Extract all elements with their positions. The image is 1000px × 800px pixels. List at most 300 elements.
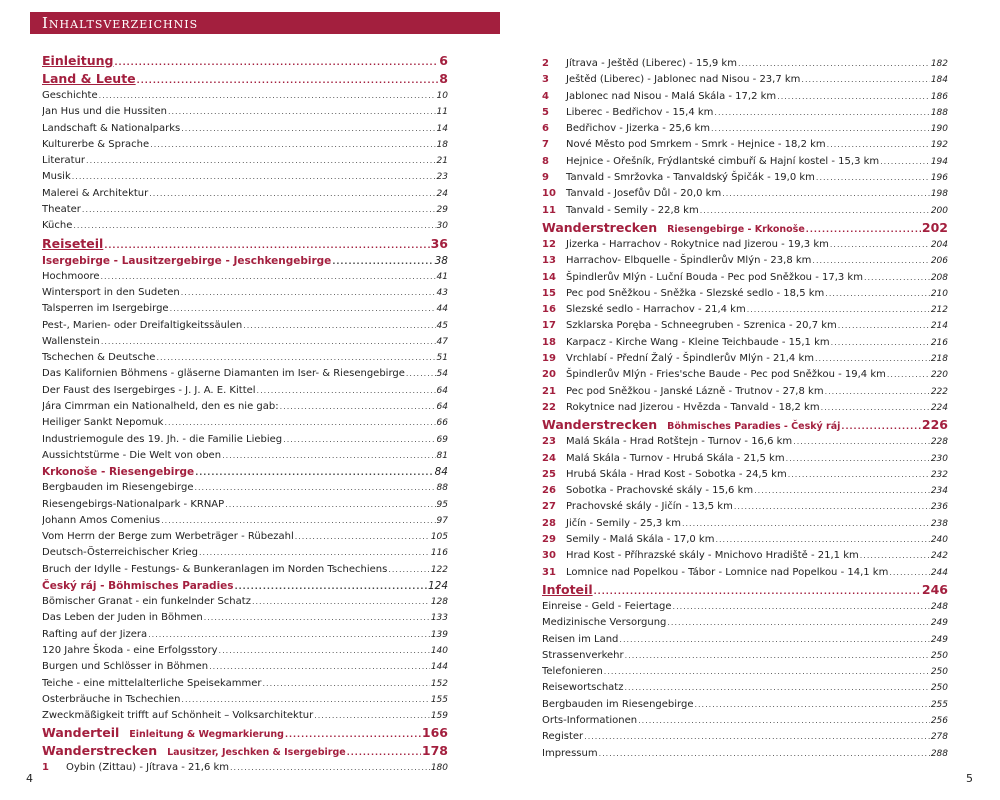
toc-entry[interactable] [542,121,948,137]
toc-entry-text: Semily - Malá Skála - 17,0 km [566,534,715,546]
toc-entry[interactable] [542,89,948,105]
toc-entry[interactable] [42,448,448,464]
toc-leader-dots [101,334,436,350]
toc-entry-text: Oybin (Zittau) - Jítrava - 21,6 km [66,762,230,774]
toc-route-number: 1 [42,762,49,774]
toc-page-number: 249 [930,634,948,645]
toc-entry-text: Osterbräuche in Tschechien [42,693,181,705]
toc-entry-title [542,697,693,713]
toc-page-number: 278 [930,732,948,743]
toc-entry-text: Wanderstrecken [42,743,158,759]
toc-entry[interactable] [542,351,948,367]
toc-entry[interactable] [542,599,948,615]
toc-page-number: 97 [436,515,448,526]
toc-entry[interactable] [42,497,448,513]
toc-entry-text: Pec pod Sněžkou - Sněžka - Slezské sedlo - 18,5 km [566,287,825,299]
toc-route-number: 6 [542,123,549,135]
toc-entry[interactable] [542,697,948,713]
toc-page-number: 38 [434,254,448,267]
toc-leader-dots [230,760,430,776]
toc-page-number: 122 [430,564,448,575]
toc-section-subtitle: Riesengebirge - Krkonoše [667,223,805,235]
toc-entry[interactable] [542,105,948,121]
toc-leader-dots [161,513,435,529]
toc-entry[interactable] [542,516,948,532]
toc-section[interactable] [42,578,448,594]
toc-entry[interactable] [42,202,448,218]
toc-entry[interactable] [542,615,948,631]
toc-entry[interactable] [542,137,948,153]
toc-entry[interactable] [542,367,948,383]
toc-leader-dots [860,548,930,564]
toc-entry-text: Bruch der Idylle - Festungs- & Bunkeranlagen im Norden Tschechiens [42,563,388,575]
toc-entry-text: Hrubá Skála - Hrad Kost - Sobotka - 24,5 km [566,468,787,480]
toc-entry[interactable] [42,562,448,578]
toc-entry-title [542,516,681,532]
toc-entry-text: Hejnice - Ořešník, Frýdlantské cimbuří & Hajní kostel - 15,3 km [566,155,880,167]
toc-page-number: 21 [436,156,448,167]
toc-entry-text: Infoteil [542,581,593,597]
toc-route-number: 3 [542,74,549,86]
toc-entry-title [542,105,713,121]
toc-page-number: 186 [930,91,948,102]
toc-route-number: 8 [542,155,549,167]
toc-route-number: 9 [542,172,549,184]
toc-leader-dots [149,186,435,202]
toc-entry-title [542,746,598,762]
toc-entry[interactable] [42,218,448,234]
toc-entry-title [542,170,815,186]
toc-entry-text: Aussichtstürme - Die Welt von oben [42,449,222,461]
toc-route-number: 2 [542,58,549,69]
toc-page-number: 105 [430,532,448,543]
toc-entry[interactable] [42,708,448,724]
toc-entry[interactable] [542,72,948,88]
toc-route-number: 13 [542,255,556,267]
toc-leader-dots [101,269,436,285]
toc-route-number: 4 [542,90,549,102]
toc-entry[interactable] [542,56,948,72]
toc-leader-dots [252,594,430,610]
toc-leader-dots [777,89,930,105]
toc-entry-title [542,253,811,269]
toc-leader-dots [222,448,435,464]
toc-leader-dots [209,659,430,675]
toc-leader-dots [225,497,435,513]
toc-entry-text: Pec pod Sněžkou - Janské Lázně - Trutnov - 27,8 km [566,385,824,397]
toc-leader-dots [864,270,930,286]
toc-route-number: 21 [542,385,556,397]
toc-entry-text: Nové Město pod Smrkem - Smrk - Hejnice - 18,2 km [566,139,826,151]
toc-entry-text: Jizerka - Harrachov - Rokytnice nad Jizerou - 19,3 km [566,238,829,250]
toc-entry-title [542,367,886,383]
toc-entry[interactable] [42,366,448,382]
toc-entry-title [42,153,85,169]
toc-leader-dots [181,121,435,137]
toc-entry[interactable] [42,269,448,285]
toc-entry[interactable] [42,594,448,610]
toc-page-number: 206 [930,256,948,267]
toc-entry[interactable] [42,692,448,708]
toc-leader-dots [584,729,930,745]
toc-entry[interactable] [42,104,448,120]
toc-entry-text: Der Faust des Isergebirges - J. J. A. E. Kittel [42,384,256,396]
toc-page-number: 250 [930,683,948,694]
toc-entry-title [542,302,746,318]
toc-page-number: 250 [930,650,948,661]
toc-section[interactable] [542,581,948,599]
toc-entry-text: Das Leben der Juden in Böhmen [42,612,203,624]
toc-page-number: 234 [930,486,948,497]
toc-entry[interactable] [42,610,448,626]
toc-entry[interactable] [542,467,948,483]
toc-entry[interactable] [42,350,448,366]
toc-section[interactable] [542,219,948,237]
toc-entry-title [542,154,879,170]
toc-entry[interactable] [42,153,448,169]
toc-entry[interactable] [42,760,448,776]
toc-entry[interactable] [542,532,948,548]
toc-leader-dots [332,254,433,269]
toc-entry[interactable] [42,301,448,317]
toc-page-number: 288 [930,748,948,759]
toc-section[interactable] [42,464,448,480]
toc-entry-text: Musik [42,171,71,183]
toc-entry[interactable] [542,451,948,467]
toc-entry[interactable] [542,434,948,450]
toc-leader-dots [86,153,436,169]
toc-entry-title [42,610,203,626]
toc-leader-dots [388,562,429,578]
toc-entry-text: Tanvald - Smržovka - Tanvaldský Špičák - 19,0 km [566,172,815,184]
toc-entry[interactable] [42,643,448,659]
toc-entry-title [542,270,863,286]
toc-page-number: 133 [430,613,448,624]
toc-entry-title [542,565,888,581]
toc-entry-text: Tschechen & Deutsche [42,352,156,364]
toc-route-number: 26 [542,485,556,497]
toc-page-number: 242 [930,551,948,562]
toc-entry[interactable] [42,415,448,431]
toc-route-number: 19 [542,353,556,365]
toc-entry[interactable] [542,729,948,745]
toc-leader-dots [747,302,930,318]
toc-leader-dots [137,72,439,88]
toc-entry[interactable] [542,648,948,664]
toc-entry-text: Reisewortschatz [542,682,624,694]
toc-page-number: 256 [930,715,948,726]
toc-entry[interactable] [542,253,948,269]
toc-section[interactable] [42,253,448,269]
toc-leader-dots [72,169,436,185]
toc-entry[interactable] [42,659,448,675]
toc-header [30,12,500,34]
toc-route-number: 10 [542,188,556,200]
toc-section-subtitle: Einleitung & Wegmarkierung [129,729,284,741]
toc-entry[interactable] [42,88,448,104]
toc-page-number: 95 [436,499,448,510]
toc-leader-dots [786,451,930,467]
toc-entry[interactable] [42,137,448,153]
toc-entry-title [542,286,824,302]
toc-page-number: 54 [436,369,448,380]
toc-page-number: 232 [930,469,948,480]
toc-page-number: 8 [439,71,448,86]
toc-entry[interactable] [42,318,448,334]
toc-page-number: 11 [436,107,448,118]
toc-route-number: 15 [542,287,556,299]
toc-page-number: 152 [430,678,448,689]
toc-page-number: 238 [930,518,948,529]
toc-route-number: 24 [542,452,556,464]
toc-entry[interactable] [42,121,448,137]
toc-entry-title [542,400,820,416]
toc-entry-title [42,464,194,480]
toc-entry-text: Hrad Kost - Příhrazské skály - Mnichovo Hradiště - 21,1 km [566,550,859,562]
toc-entry-text: Telefonieren [542,666,603,678]
toc-page-number: 198 [930,189,948,200]
toc-entry[interactable] [42,545,448,561]
toc-page-number: 69 [436,434,448,445]
toc-leader-dots [880,154,930,170]
toc-leader-dots [667,615,929,631]
toc-entry-text: Riesengebirgs-Nationalpark - KRNAP [42,498,225,510]
toc-entry[interactable] [42,169,448,185]
toc-entry-text: Malá Skála - Turnov - Hrubá Skála - 21,5 km [566,452,785,464]
toc-section[interactable] [42,742,448,760]
toc-entry[interactable] [42,432,448,448]
toc-entry-title [42,285,180,301]
toc-leader-dots [830,237,930,253]
toc-leader-dots [219,643,430,659]
toc-entry[interactable] [542,548,948,564]
toc-entry-text: Karpacz - Kirche Wang - Kleine Teichbaude - 15,1 km [566,336,830,348]
toc-leader-dots [148,627,430,643]
toc-section[interactable] [42,235,448,253]
toc-page-number: 81 [436,450,448,461]
toc-entry-text: Sobotka - Prachovské skály - 15,6 km [566,485,754,497]
toc-page-number: 220 [930,370,948,381]
toc-entry[interactable] [42,529,448,545]
toc-entry[interactable] [542,170,948,186]
toc-leader-dots [99,88,436,104]
toc-leader-dots [604,664,930,680]
toc-leader-dots [619,632,929,648]
toc-route-number: 18 [542,336,556,348]
toc-entry-text: Pest-, Marien- oder Dreifaltigkeitssäulen [42,319,243,331]
toc-entry-text: Hochmoore [42,270,100,282]
toc-entry[interactable] [542,302,948,318]
toc-entry-text: Johann Amos Comenius [42,514,161,526]
toc-page-number: 44 [436,304,448,315]
toc-entry[interactable] [42,383,448,399]
toc-leader-dots [168,104,436,120]
toc-page-number: 255 [930,699,948,710]
toc-entry[interactable] [542,499,948,515]
toc-entry-title [42,448,221,464]
toc-entry-text: Špindlerův Mlýn - Fries'sche Baude - Pec pod Sněžkou - 19,4 km [566,369,886,381]
toc-entry-title [42,594,251,610]
toc-page-number: 200 [930,205,948,216]
toc-leader-dots [243,318,435,334]
toc-leader-dots [295,529,430,545]
toc-section[interactable] [42,70,448,88]
toc-entry-title [542,548,859,564]
toc-entry-text: Land & Leute [42,71,136,86]
toc-leader-dots [257,383,436,399]
toc-route-number: 14 [542,271,556,283]
toc-entry[interactable] [542,318,948,334]
toc-page-number: 155 [430,694,448,705]
toc-entry[interactable] [42,480,448,496]
toc-leader-dots [722,186,930,202]
toc-entry[interactable] [542,335,948,351]
toc-entry-title [42,578,234,594]
toc-section[interactable] [542,416,948,434]
toc-page-number: 226 [921,417,948,433]
toc-entry[interactable] [42,399,448,415]
toc-route-number: 31 [542,566,556,578]
toc-route-number: 29 [542,534,556,546]
toc-entry[interactable] [542,286,948,302]
toc-entry-title [42,529,294,545]
toc-page-number: 88 [436,483,448,494]
toc-leader-dots [734,499,930,515]
toc-leader-dots [280,399,436,415]
toc-entry-text: Medizinische Versorgung [542,617,667,629]
toc-entry-text: Kulturerbe & Sprache [42,138,150,150]
toc-page-number: 43 [436,287,448,298]
toc-entry-text: Register [542,731,584,743]
toc-entry[interactable] [42,676,448,692]
toc-entry-title [542,615,666,631]
toc-entry[interactable] [542,483,948,499]
toc-leader-dots [150,137,435,153]
toc-entry-text: Jičín - Semily - 25,3 km [566,517,681,529]
toc-leader-dots [841,418,921,434]
toc-entry-title [42,186,148,202]
toc-leader-dots [714,105,929,121]
toc-leader-dots [738,56,930,72]
toc-entry[interactable] [542,632,948,648]
toc-entry-text: Zweckmäßigkeit trifft auf Schönheit – Volksarchitektur [42,710,314,722]
toc-page-number: 204 [930,239,948,250]
toc-entry-text: Bergbauden im Riesengebirge [542,698,694,710]
toc-entry-title [42,218,72,234]
toc-leader-dots [754,483,930,499]
toc-page-number: 84 [434,466,448,479]
toc-entry-text: Jablonec nad Nisou - Malá Skála - 17,2 km [566,90,777,102]
toc-leader-dots [838,318,930,334]
toc-entry-text: Strassenverkehr [542,649,624,661]
toc-route-number: 28 [542,517,556,529]
toc-page-number: 180 [430,763,448,774]
toc-leader-dots [235,579,427,594]
toc-page-number: 184 [930,75,948,86]
toc-entry-title [42,545,198,561]
toc-page-number: 29 [436,205,448,216]
toc-entry[interactable] [542,154,948,170]
toc-route-number: 5 [542,106,549,118]
toc-entry[interactable] [542,186,948,202]
toc-entry-text: Wanderstrecken [542,417,658,433]
toc-section[interactable] [42,52,448,70]
toc-entry-title [542,219,805,237]
toc-route-number: 16 [542,304,556,316]
toc-entry-title [542,467,787,483]
toc-route-number: 17 [542,320,556,332]
toc-entry-text: Tanvald - Josefův Důl - 20,0 km [566,188,722,200]
toc-leader-dots [314,708,430,724]
toc-leader-dots [793,434,930,450]
toc-route-number: 30 [542,550,556,562]
toc-section[interactable] [42,724,448,742]
toc-leader-dots [673,599,930,615]
toc-entry[interactable] [42,285,448,301]
toc-entry-text: Burgen und Schlösser in Böhmen [42,661,209,673]
toc-entry-title [42,676,261,692]
toc-entry-title [542,72,800,88]
toc-leader-dots [821,400,930,416]
toc-entry-title [42,235,103,253]
toc-entry[interactable] [542,203,948,219]
toc-entry[interactable] [42,334,448,350]
toc-leader-dots [694,697,929,713]
toc-page-number: 190 [930,124,948,135]
toc-entry-title [542,121,710,137]
toc-entry[interactable] [542,664,948,680]
toc-entry-title [542,648,624,664]
toc-entry[interactable] [42,513,448,529]
toc-entry[interactable] [542,713,948,729]
toc-entry-title [542,416,840,434]
toc-entry-title [42,415,163,431]
toc-entry[interactable] [542,680,948,696]
toc-entry-title [42,334,100,350]
toc-entry-text: Wallenstein [42,335,100,347]
toc-entry[interactable] [42,186,448,202]
toc-entry-title [42,399,279,415]
toc-entry-title [42,562,387,578]
toc-entry[interactable] [542,746,948,762]
toc-route-number: 27 [542,501,556,513]
toc-entry-title [542,335,830,351]
toc-entry[interactable] [542,565,948,581]
toc-page-number: 214 [930,321,948,332]
toc-entry-title [542,137,826,153]
toc-entry[interactable] [542,270,948,286]
toc-entry[interactable] [542,237,948,253]
toc-entry-text: Einreise - Geld - Feiertage [542,600,672,612]
toc-entry-title [42,318,242,334]
toc-entry-title [42,724,284,742]
toc-entry[interactable] [542,384,948,400]
toc-entry-title [542,186,721,202]
toc-entry[interactable] [42,627,448,643]
toc-entry-title [42,269,100,285]
toc-entry[interactable] [542,400,948,416]
toc-entry-text: 120 Jahre Škoda - eine Erfolgsstory [42,644,218,656]
toc-entry-text: Deutsch-Österreichischer Krieg [42,547,199,559]
toc-entry-text: Tanvald - Semily - 22,8 km [566,204,699,216]
toc-leader-dots [682,516,930,532]
toc-page-number: 216 [930,337,948,348]
toc-entry-text: Impressum [542,747,598,759]
toc-page-number: 228 [930,437,948,448]
toc-entry-text: Das Kalifornien Böhmens - gläserne Diamanten im Iser- & Riesengebirge [42,368,405,380]
toc-route-number: 20 [542,369,556,381]
toc-section-subtitle: Lausitzer, Jeschken & Isergebirge [167,747,346,759]
